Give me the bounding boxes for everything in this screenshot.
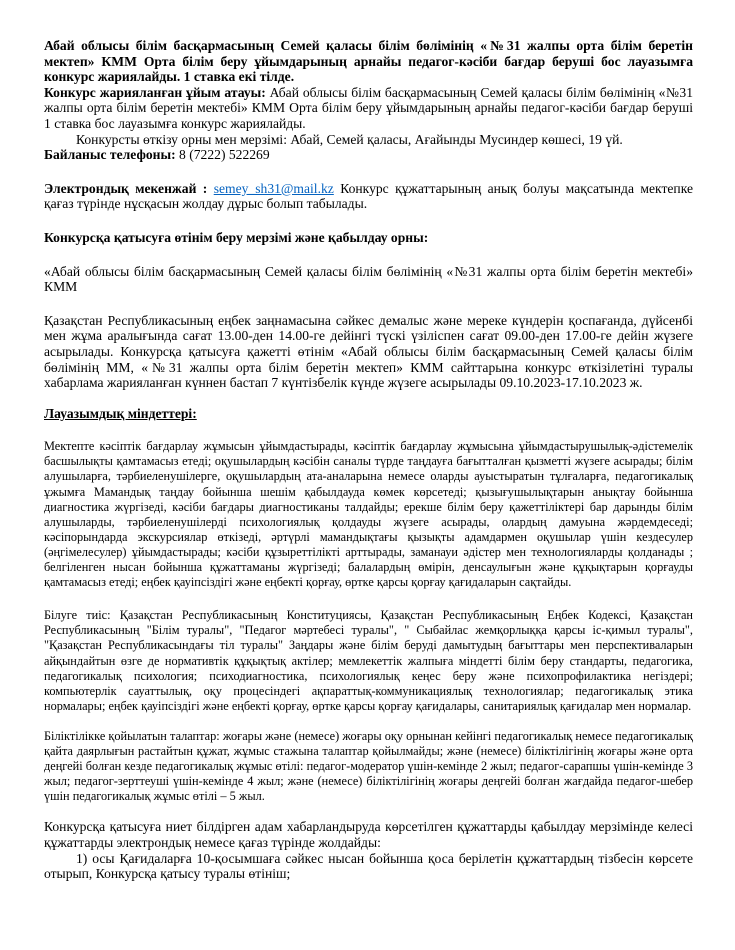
application-place: «Абай облысы білім басқармасының Семей қаласы білім бөлімінің «№31 жалпы орта білім беретін мектебі» КММ <box>44 263 693 295</box>
email-paragraph <box>44 181 693 212</box>
spacer <box>44 163 693 181</box>
application-heading: Конкурсқа қатысуға өтінім беру мерзімі және қабылдау орны: <box>44 229 429 245</box>
spacer <box>44 804 693 819</box>
requirements-paragraph: Біліктілікке қойылатын талаптар: жоғары және (немесе) жоғары оқу орнынан кейінгі педагогикалық немесе педагогикалық қайта даярлығын растайтын құжат, жұмыс стажына талаптар қойылмайды; және (немесе) біліктілігінің жоғары және орта деңгейі болған кезде педагогикалық жұмыс өтілі: педагог-модератор үшін-кемінде 2 жыл; педагог-сарапшы үшін-кемінде 3 жыл; педагог-зерттеуші үшін-кемінде 4 жыл; және (немесе) біліктілігінің жоғары деңгейі болған жағдайда педагог-шебер үшін педагогикалық жұмыс өтілі – 5 жыл. <box>44 728 693 804</box>
schedule-paragraph: Қазақстан Республикасының еңбек заңнамасына сәйкес демалыс және мереке күндерін қоспағанда, дүйсенбі мен жұма аралығында сағат 13.00-ден 14.00-ге дейінгі түскі үзіліспен сағат 09.00-ден 17.00-ге дейін жүзеге асырылады. Конкурсқа қатысуға қажетті өтінім «Абай облысы білім басқармасының Семей қаласы білім бөлімінің ММ, «№31 жалпы орта білім беретін мектеп» КММ сайттарына конкурс өткізілетіні туралы хабарлама жарияланған күннен бастап 7 күнтізбелік күнде жүзеге асырылады 09.10.2023-17.10.2023 ж. <box>44 312 693 391</box>
spacer <box>44 421 693 439</box>
organizer-label: Конкурс жарияланған ұйым атауы: <box>44 84 266 100</box>
spacer <box>44 295 693 313</box>
documents-item-1: 1) осы Қағидаларға 10-қосымшаға сәйкес нысан бойынша қоса берілетін құжаттардың тізбесін көрсете отырып, Конкурсқа қатысу туралы өтініш; <box>44 850 693 882</box>
duties-heading: Лауазымдық міндеттері: <box>44 405 197 421</box>
knowledge-paragraph: Білуге тиіс: Қазақстан Республикасының Конституциясы, Қазақстан Республикасының Еңбек Кодексі, Қазақстан Республикасының "Білім туралы", "Педагог мәртебесі туралы", " Сыбайлас жемқорлыққа қарсы іс-қимыл туралы", "Қазақстан Республикасындағы тіл туралы" Заңдары және білім беруді дамытудың бағыттары мен перспективаларын айқындайтын өзге де нормативтік құқықтық актілер; мемлекеттік жалпыға міндетті білім беру стандарты, педагогика, педагогикалық психология; психодиагностика, психологиялық кеңес беру және психопрофилактика негіздері; компьютерлік сауаттылық, оқу процесіндегі ақпараттық-коммуникациялық технологиялар; педагогикалық этика нормалары; еңбек қауіпсіздігі және еңбекті қорғау, өртке қарсы қорғау қағидалары, санитариялық қағидалар мен нормалар. <box>44 608 693 713</box>
spacer <box>44 714 693 729</box>
phone-number: 8 (7222) 522269 <box>175 147 270 163</box>
phone-paragraph <box>44 147 693 163</box>
spacer <box>44 391 693 406</box>
spacer <box>44 212 693 230</box>
organizer-text: Абай облысы білім басқармасының Семей қаласы білім бөлімінің «№31 жалпы орта білім беретін мектебі» КММ Орта білім беру ұйымдарының арнайы педагог-кәсіби бағдар беруші 1 ставка бос лауазымға конкурс жариялайды. <box>44 84 693 131</box>
email-link[interactable]: semey_sh31@mail.kz <box>213 180 334 196</box>
announcement-title: Абай облысы білім басқармасының Семей қаласы білім бөлімінің «№31 жалпы орта білім беретін мектеп» КММ Орта білім беру ұйымдарының арнайы педагог-кәсіби бағдар беруші бос лауазымға конкурс жариялайды. 1 ставка екі тілде. <box>44 38 693 85</box>
email-label: Электрондық мекенжай : <box>44 180 208 196</box>
spacer <box>44 246 693 264</box>
venue-paragraph: Конкурсты өткізу орны мен мерзімі: Абай, Семей қаласы, Ағайынды Мусиндер көшесі, 19 үй. <box>76 131 623 147</box>
organizer-paragraph <box>44 85 693 132</box>
documents-intro: Конкурсқа қатысуға ниет білдірген адам хабарландыруда көрсетілген құжаттарды қабылдау мерзімінде келесі құжаттарды электрондық немесе қағаз түрінде жолдайды: <box>44 819 693 850</box>
phone-label: Байланыс телефоны: <box>44 147 176 163</box>
email-note: Конкурс құжаттарының анық болуы мақсатында мектепке қағаз түрінде нұсқасын жолдау дұрыс болып табылады. <box>44 180 693 212</box>
duties-paragraph: Мектепте кәсіптік бағдарлау жұмысын ұйымдастырады, кәсіптік бағдарлау жұмысына ұйымдастырушылық-әдістемелік басшылықты қамтамасыз етеді; оқушылардың кәсібін саналы түрде таңдауға бағытталған қызметті жүзеге асырады; білім алушыларға, тәрбиеленушілерге, оқушылардың ата-аналарына немесе оларды ауыстыратын тұлғаларға, педагогикалық ұжымға Мамандық таңдау бойынша шешім қабылдауда көмек көрсетеді; қызығушылықтарын анықтау бойынша диагностика жүргізеді, кәсіби бағдары диагностиканы талдайды; ерекше білім беру қажеттіліктері бар дарынды білім алушыларды, тәрбиеленушілерді психологиялық қолдауды жүзеге асырады, олардың дамуына жәрдемдеседі; кәсіпорындарда экскурсиялар өткізеді, әртүрлі мамандықтағы қызықты адамдармен оқушылар үшін кездесулер (әңгімелесулер) ұйымдастырады; кәсіби құзыреттілікті арттырады, заманауи әдістер мен технологияларды қолданады ; белгіленген нысан бойынша құжаттаманы жүргізеді; балалардың өмірін, денсаулығын және құқықтарын қорғауды қамтамасыз етеді; еңбек қауіпсіздігі және еңбекті қорғау, өртке қарсы қорғау қағидаларын сақтайды. <box>44 439 693 590</box>
spacer <box>44 590 693 608</box>
